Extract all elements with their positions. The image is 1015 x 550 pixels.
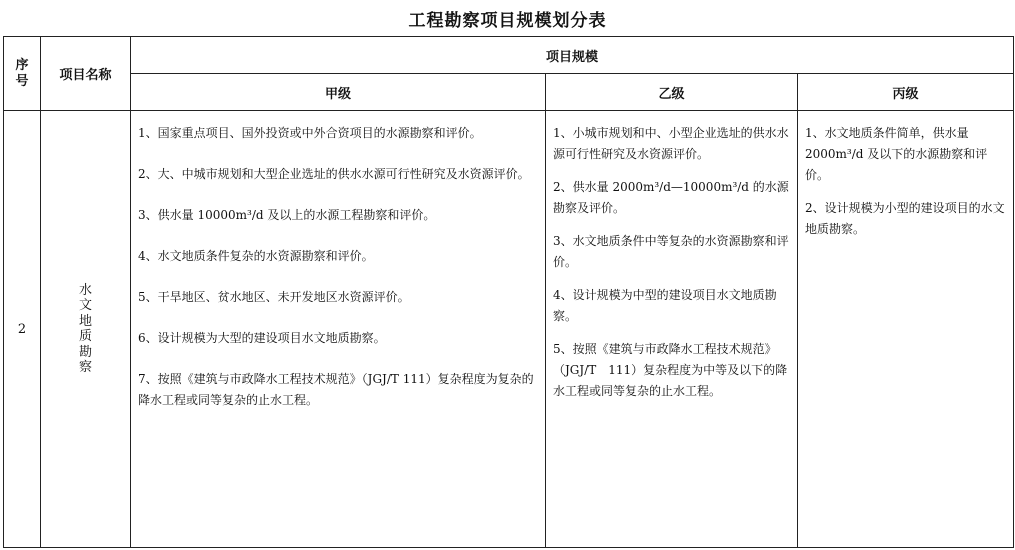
seq-header: 序号 [4,37,41,111]
grade-b-item: 2、供水量 2000m³/d—10000m³/d 的水源勘察及评价。 [553,180,789,215]
row-project-name [41,111,131,548]
grade-b-item: 4、设计规模为中型的建设项目水文地质勘察。 [553,288,777,323]
grade-c-item: 2、设计规模为小型的建设项目的水文地质勘察。 [805,201,1005,236]
grade-a-cell [131,111,546,548]
grade-b-item: 1、小城市规划和中、小型企业选址的供水水源可行性研究及水资源评价。 [553,126,789,161]
grade-a-item: 5、干旱地区、贫水地区、未开发地区水资源评价。 [138,290,410,304]
grade-c-item: 1、水文地质条件简单，供水量 2000m³/d 及以下的水源勘察和评价。 [805,126,988,182]
grade-a-item: 3、供水量 10000m³/d 及以上的水源工程勘察和评价。 [138,208,436,222]
grade-c-header: 丙级 [798,74,1014,111]
scale-classification-table [3,36,1014,548]
grade-a-item: 2、大、中城市规划和大型企业选址的供水水源可行性研究及水资源评价。 [138,167,530,181]
grade-b-item: 3、水文地质条件中等复杂的水资源勘察和评价。 [553,234,789,269]
grade-a-item: 4、水文地质条件复杂的水资源勘察和评价。 [138,249,374,263]
project-name-text: 水文地质勘察 [78,282,92,375]
project-name-header: 项目名称 [41,37,131,111]
grade-b-item: 5、按照《建筑与市政降水工程技术规范》（JGJ/T 111）复杂程度为中等及以下的降水工程或同等复杂的止水工程。 [553,342,788,398]
grade-a-item: 6、设计规模为大型的建设项目水文地质勘察。 [138,331,386,345]
grade-a-item: 7、按照《建筑与市政降水工程技术规范》（JGJ/T 111）复杂程度为复杂的降水工程或同等复杂的止水工程。 [138,372,534,407]
table-row [4,111,1014,548]
grade-b-header: 乙级 [546,74,798,111]
grade-a-item: 1、国家重点项目、国外投资或中外合资项目的水源勘察和评价。 [138,126,482,140]
grade-a-header: 甲级 [131,74,546,111]
grade-c-cell [798,111,1014,548]
row-seq: 2 [4,111,41,548]
table-title: 工程勘察项目规模划分表 [408,11,607,31]
grade-b-cell [546,111,798,548]
project-scale-header: 项目规模 [131,37,1014,74]
